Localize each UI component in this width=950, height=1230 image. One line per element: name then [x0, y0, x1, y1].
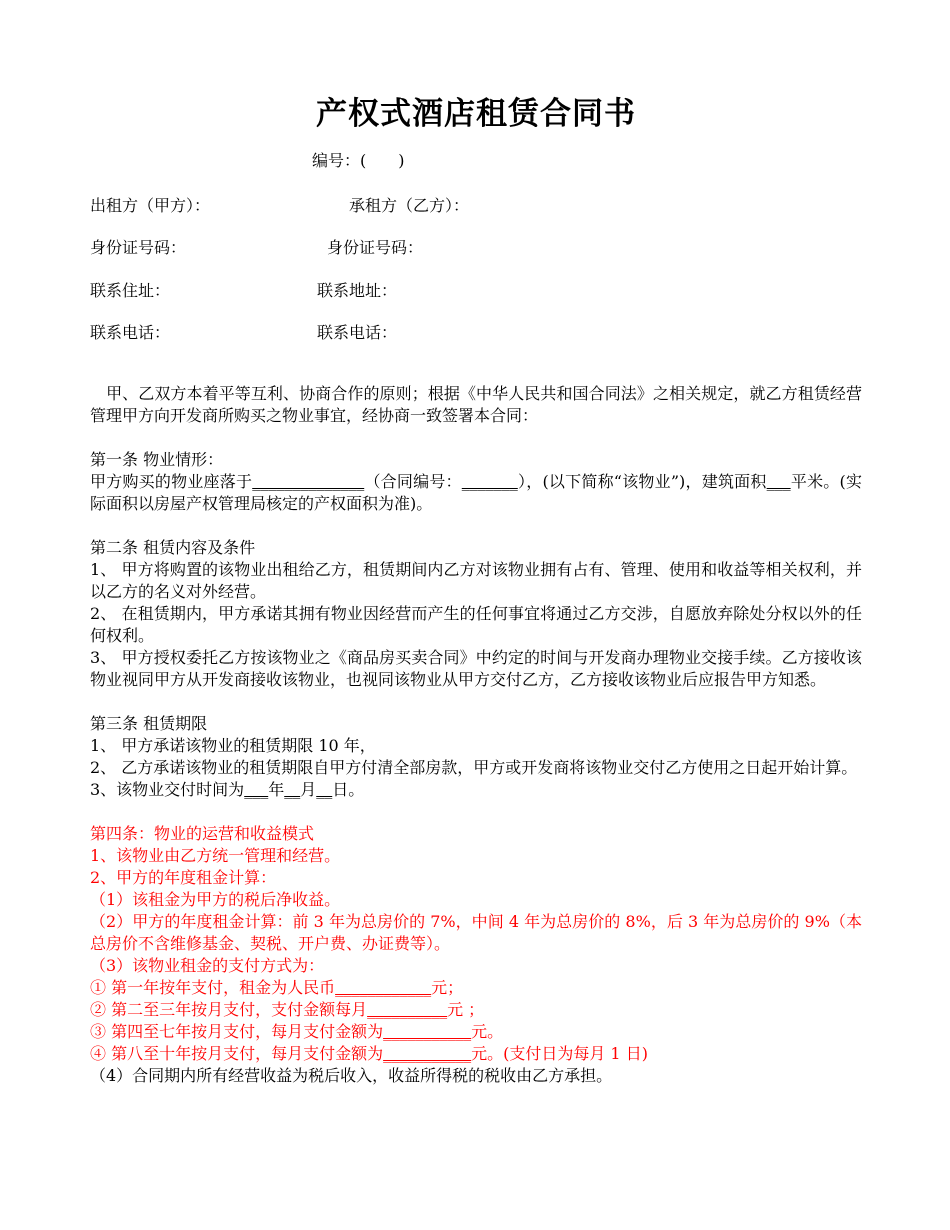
- address-row: [90, 278, 398, 301]
- payment-item-2: ② 第二至三年按月支付，支付金额每月__________元 ；: [90, 1000, 485, 1019]
- page-title: 产权式酒店租赁合同书: [316, 96, 636, 132]
- party-row: [90, 193, 470, 216]
- article4-line-4: （2）甲方的年度租金计算：前 3 年为总房价的 7%，中间 4 年为总房价的 8%，后 3 年为总房价的 9%（本总房价不含维修基金、契税、开户费、办证费等）。: [90, 912, 862, 953]
- lessee-label: 承租方（乙方）：: [349, 196, 470, 215]
- payment-item-4: ④ 第八至十年按月支付，每月支付金额为___________元。(支付日为每月 1 日): [90, 1044, 648, 1063]
- article4-line-5: （3）该物业租金的支付方式为：: [90, 956, 325, 975]
- preamble: 甲、乙双方本着平等互利、协商合作的原则；根据《中华人民共和国合同法》之相关规定，就乙方租赁经营管理甲方向开发商所购买之物业事宜，经协商一致签署本合同：: [90, 384, 862, 425]
- article4-line-1: 1、该物业由乙方统一管理和经营。: [90, 846, 341, 865]
- article4-heading: 第四条：物业的运营和收益模式: [90, 824, 315, 843]
- contract-number: 编号：( ): [312, 151, 405, 170]
- lessee-address-label: 联系地址：: [317, 281, 398, 300]
- lessor-phone-label: 联系电话：: [90, 323, 171, 342]
- payment-blank-4: ___________: [383, 1044, 472, 1063]
- day-blank: __: [316, 780, 333, 799]
- article3-heading: 第三条 租赁期限: [90, 714, 208, 733]
- article4-line-3: （1）该租金为甲方的税后净收益。: [90, 890, 341, 909]
- id-row: [90, 235, 424, 258]
- article1-text: 甲方购买的物业座落于______________（合同编号：_______），(以下简称“该物业”)，建筑面积___平米。(实际面积以房屋产权管理局核定的产权面积为准)。: [90, 472, 862, 513]
- area-blank: ___: [766, 472, 791, 491]
- article1-heading: 第一条 物业情形：: [90, 450, 224, 469]
- location-blank: ______________: [252, 472, 365, 491]
- year-blank: ___: [244, 780, 269, 799]
- contract-no-blank: _______: [461, 472, 518, 491]
- lessee-phone-label: 联系电话：: [317, 323, 398, 342]
- article2-item-1: 1、 甲方将购置的该物业出租给乙方，租赁期间内乙方对该物业拥有占有、管理、使用和收益等相关权利，并以乙方的名义对外经营。: [90, 560, 862, 601]
- article2-item-2: 2、 在租赁期内，甲方承诺其拥有物业因经营而产生的任何事宜将通过乙方交涉，自愿放弃除处分权以外的任何权利。: [90, 604, 862, 645]
- article3-item-3: 3、该物业交付时间为___年__月__日。: [90, 780, 365, 799]
- payment-blank-1: ____________: [335, 978, 432, 997]
- article3-item-1: 1、 甲方承诺该物业的租赁期限 10 年，: [90, 736, 376, 755]
- article2-heading: 第二条 租赁内容及条件: [90, 538, 256, 557]
- contract-body: [90, 383, 862, 1087]
- article2-item-3: 3、 甲方授权委托乙方按该物业之《商品房买卖合同》中约定的时间与开发商办理物业交接手续。乙方接收该物业视同甲方从开发商接收该物业，也视同该物业从甲方交付乙方，乙方接收该物业后应报告甲方知悉。: [90, 648, 862, 689]
- closing-line: （4）合同期内所有经营收益为税后收入，收益所得税的税收由乙方承担。: [90, 1066, 613, 1085]
- lessee-id-label: 身份证号码：: [327, 238, 424, 257]
- payment-blank-3: ___________: [383, 1022, 472, 1041]
- payment-blank-2: __________: [367, 1000, 448, 1019]
- payment-item-1: ① 第一年按年支付，租金为人民币____________元；: [90, 978, 464, 997]
- article3-item-2: 2、 乙方承诺该物业的租赁期限自甲方付清全部房款，甲方或开发商将该物业交付乙方使用之日起开始计算。: [90, 758, 858, 777]
- article4-section: [90, 823, 862, 1065]
- lessor-id-label: 身份证号码：: [90, 238, 187, 257]
- phone-row: [90, 320, 398, 343]
- lessor-address-label: 联系住址：: [90, 281, 171, 300]
- article4-line-2: 2、甲方的年度租金计算：: [90, 868, 277, 887]
- lessor-label: 出租方（甲方）：: [90, 196, 211, 215]
- month-blank: __: [284, 780, 301, 799]
- payment-item-3: ③ 第四至七年按月支付，每月支付金额为___________元。: [90, 1022, 504, 1041]
